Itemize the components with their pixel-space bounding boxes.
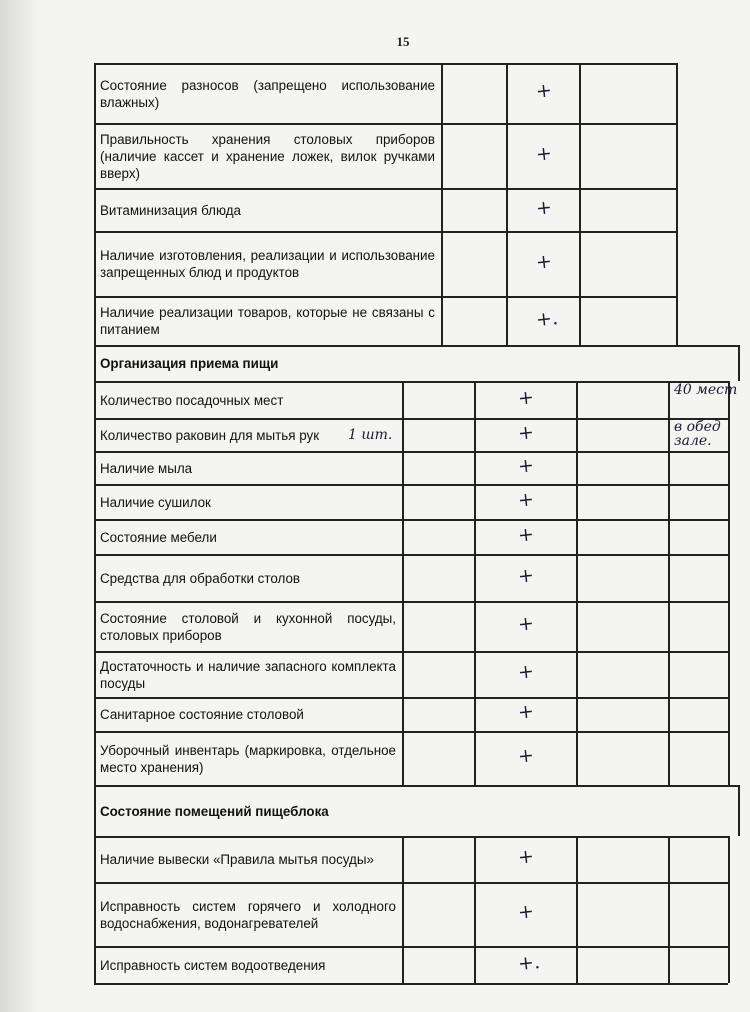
check-mark: +. — [534, 306, 560, 331]
row-label: Исправность систем горячего и холодного водоснабжения, водонагревателей — [100, 898, 396, 931]
col-border — [579, 63, 581, 345]
col-border — [676, 63, 678, 345]
col-border — [728, 836, 730, 983]
check-mark: + — [516, 420, 536, 445]
check-mark: + — [534, 141, 554, 166]
row-label: Количество посадочных мест — [100, 392, 284, 408]
row-label: Санитарное состояние столовой — [100, 707, 304, 722]
section-title: Состояние помещений пищеблока — [100, 803, 329, 819]
row-label: Состояние столовой и кухонной посуды, столовых приборов — [100, 610, 396, 643]
row-border — [94, 983, 728, 985]
row-label: Наличие мыла — [100, 460, 193, 476]
col-border — [402, 381, 404, 785]
check-mark: + — [516, 700, 536, 724]
col-border — [402, 836, 404, 983]
check-mark: + — [516, 900, 536, 924]
row-label: Наличие реализации товаров, которые не связаны с питанием — [100, 305, 435, 337]
row-label: Количество раковин для мытья рук — [100, 427, 320, 443]
row-label: Состояние разносов (запрещено использование влажных) — [100, 77, 435, 110]
check-mark: + — [516, 385, 536, 410]
page-shadow — [0, 0, 40, 1012]
check-mark: + — [516, 612, 536, 636]
check-mark: + — [516, 453, 536, 478]
col-border — [474, 836, 476, 983]
check-mark: + — [516, 563, 536, 588]
row-label: Состояние мебели — [100, 529, 217, 545]
col-border — [441, 63, 443, 345]
row-label: Уборочный инвентарь (маркировка, отдельное место хранения) — [100, 742, 396, 775]
check-mark: + — [516, 522, 536, 547]
check-mark: +. — [516, 950, 542, 975]
check-mark: + — [516, 845, 536, 869]
check-mark: + — [516, 487, 536, 512]
row-label: Правильность хранения столовых приборов (наличие кассет и хранение ложек, вилок ручками вверх) — [100, 131, 435, 181]
row-label: Наличие изготовления, реализации и использование запрещенных блюд и продуктов — [100, 248, 435, 280]
row-label: Средства для обработки столов — [100, 570, 301, 586]
row-label: Исправность систем водоотведения — [100, 957, 326, 973]
col-border — [668, 836, 670, 983]
col-border — [474, 381, 476, 785]
check-mark: + — [534, 249, 554, 274]
col-border — [738, 785, 740, 836]
handwritten-note: 40 мест — [674, 382, 738, 398]
col-border — [576, 381, 578, 785]
row-label: Наличие вывески «Правила мытья посуды» — [100, 852, 374, 867]
handwritten-note: в обед зале. — [674, 419, 721, 449]
check-mark: + — [516, 660, 536, 684]
check-mark: + — [534, 79, 554, 103]
check-mark: + — [534, 195, 554, 220]
section-title: Организация приема пищи — [100, 356, 279, 371]
row-label: Витаминизация блюда — [100, 202, 241, 218]
col-border — [506, 63, 508, 345]
check-mark: + — [516, 744, 536, 768]
col-border — [668, 381, 670, 785]
row-label: Достаточность и наличие запасного комплекта посуды — [100, 658, 396, 691]
row-label: Наличие сушилок — [100, 494, 211, 510]
col-border — [738, 345, 740, 381]
handwritten-note: 1 шт. — [348, 427, 393, 443]
col-border — [576, 836, 578, 983]
page-number: 15 — [396, 34, 410, 49]
